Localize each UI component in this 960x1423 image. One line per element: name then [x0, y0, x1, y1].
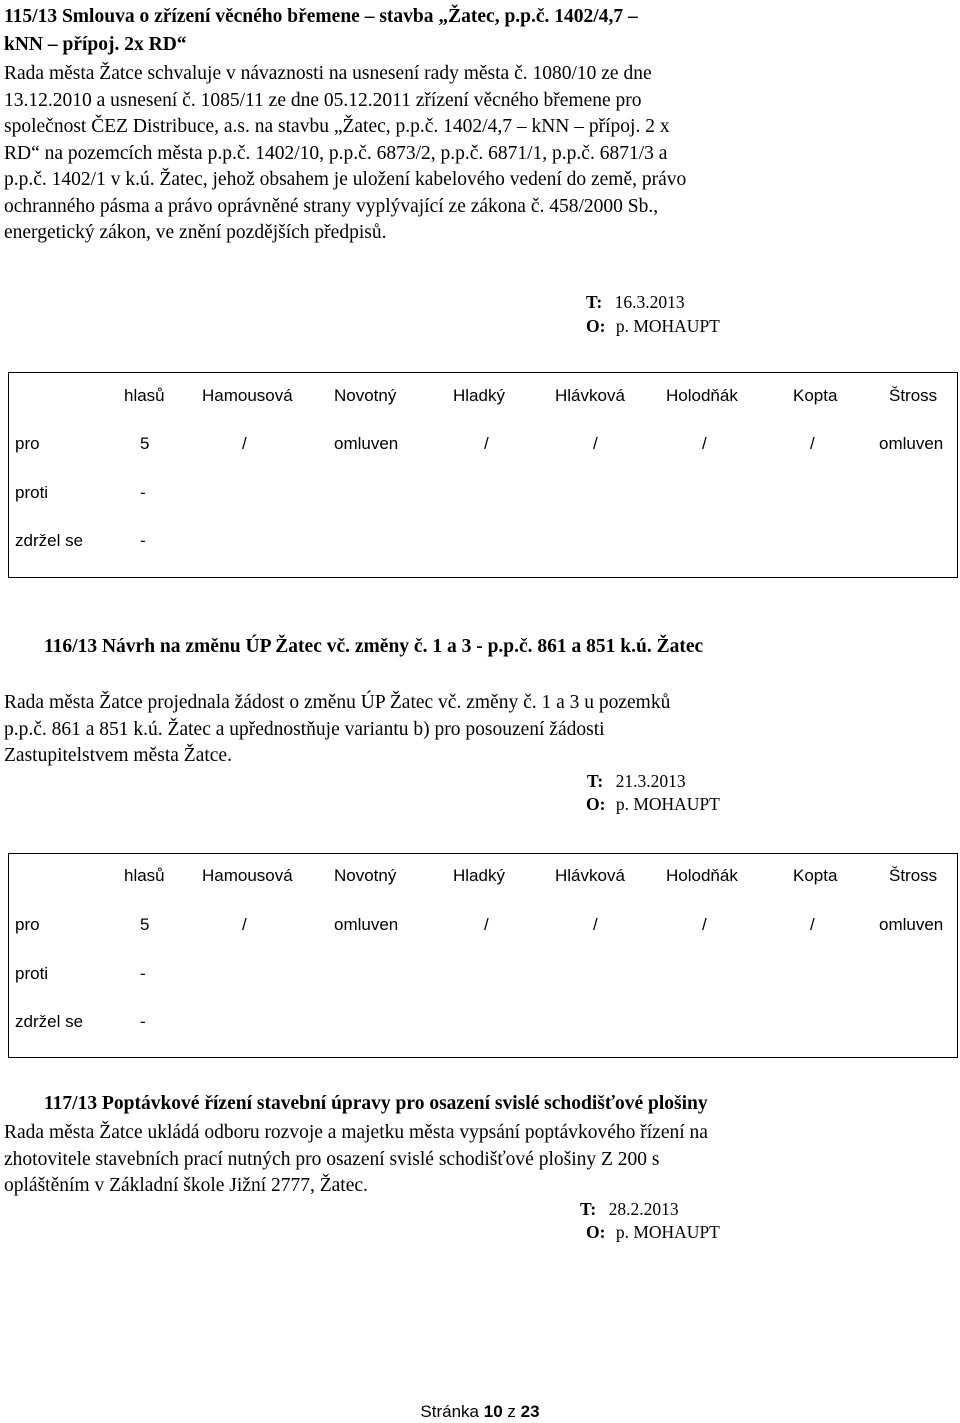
deadline-label: T:	[580, 1199, 597, 1219]
page-footer	[0, 1402, 960, 1422]
vote-cell: /	[484, 915, 489, 934]
vote-header-cell: hlasů	[124, 866, 165, 885]
body-line: opláštěním v Základní škole Jižní 2777, Žatec.	[4, 1175, 368, 1196]
body-line: p.p.č. 1402/1 v k.ú. Žatec, jehož obsahem je uložení kabelového vedení do země, právo	[4, 169, 687, 190]
vote-header-cell: Kopta	[793, 386, 838, 405]
vote-cell: pro	[15, 915, 40, 934]
body-line: Rada města Žatce schvaluje v návaznosti na usnesení rady města č. 1080/10 ze dne	[4, 63, 652, 84]
vote-header-cell: Holodňák	[666, 386, 738, 405]
resolution-heading: 116/13 Návrh na změnu ÚP Žatec vč. změny č. 1 a 3 - p.p.č. 861 a 851 k.ú. Žatec	[44, 636, 704, 657]
responsible-value: p. MOHAUPT	[615, 794, 720, 814]
vote-header-cell: Novotný	[334, 386, 397, 405]
resolution-body	[4, 690, 954, 770]
responsible-value: p. MOHAUPT	[615, 1222, 720, 1242]
responsible	[586, 794, 720, 815]
body-line: energetický zákon, ve znění pozdějších předpisů.	[4, 222, 387, 243]
vote-cell: /	[702, 434, 707, 453]
vote-cell: proti	[15, 964, 49, 983]
body-line: zhotovitele stavebních prací nutných pro osazení svislé schodišťové plošiny Z 200 s	[4, 1148, 660, 1170]
body-line: Rada města Žatce projednala žádost o změnu ÚP Žatec vč. změny č. 1 a 3 u pozemků	[4, 692, 671, 713]
resolution-heading-cont: kNN – přípoj. 2x RD“	[4, 34, 187, 55]
deadline-label: T:	[587, 771, 604, 791]
deadline	[586, 292, 685, 313]
body-line: Rada města Žatce ukládá odboru rozvoje a majetku města vypsání poptávkového řízení na	[4, 1122, 708, 1143]
vote-cell: /	[593, 434, 598, 453]
body-line: RD“ na pozemcích města p.p.č. 1402/10, p.p.č. 6873/2, p.p.č. 6871/1, p.p.č. 6871/3 a	[4, 142, 668, 164]
vote-cell: pro	[15, 434, 40, 453]
resolution-heading: 117/13 Poptávkové řízení stavební úpravy pro osazení svislé schodišťové plošiny	[44, 1093, 708, 1114]
responsible-label: O:	[586, 1222, 606, 1242]
vote-header-cell: Štross	[889, 386, 938, 405]
vote-header-cell: Kopta	[793, 866, 838, 885]
vote-header-cell: Hamousová	[202, 386, 293, 405]
vote-cell: 5	[140, 434, 150, 453]
vote-cell: /	[810, 434, 815, 453]
vote-cell: proti	[15, 483, 49, 502]
resolution-body	[4, 1120, 954, 1200]
vote-cell: omluven	[334, 915, 399, 934]
responsible-value: p. MOHAUPT	[615, 316, 720, 336]
vote-cell: omluven	[879, 434, 944, 453]
deadline-label: T:	[586, 292, 603, 312]
vote-header-cell: hlasů	[124, 386, 165, 405]
vote-cell: -	[140, 531, 146, 550]
vote-cell: 5	[140, 915, 150, 934]
page-footer-of: z	[507, 1402, 516, 1421]
responsible	[586, 1222, 720, 1243]
vote-cell: omluven	[879, 915, 944, 934]
deadline-value: 21.3.2013	[615, 771, 686, 791]
body-line: ochranného pásma a právo oprávněné strany vyplývající ze zákona č. 458/2000 Sb.,	[4, 195, 659, 217]
vote-cell: /	[242, 915, 247, 934]
vote-cell: /	[593, 915, 598, 934]
body-line: p.p.č. 861 a 851 k.ú. Žatec a upřednostňuje variantu b) pro posouzení žádosti	[4, 718, 605, 740]
vote-cell: /	[702, 915, 707, 934]
vote-table	[8, 372, 958, 578]
vote-header-cell: Hlávková	[555, 386, 625, 405]
page-total: 23	[520, 1402, 540, 1421]
body-line: 13.12.2010 a usnesení č. 1085/11 ze dne 05.12.2011 zřízení věcného břemene pro	[4, 89, 642, 111]
vote-cell: zdržel se	[15, 531, 84, 550]
vote-cell: -	[140, 964, 146, 983]
vote-header-cell: Hlávková	[555, 866, 625, 885]
vote-header-cell: Hladký	[453, 866, 505, 885]
vote-header-cell: Hamousová	[202, 866, 293, 885]
vote-table	[8, 853, 958, 1058]
responsible-label: O:	[586, 316, 606, 336]
page-footer-prefix: Stránka	[420, 1402, 480, 1421]
vote-header-cell: Hladký	[453, 386, 505, 405]
vote-cell: /	[810, 915, 815, 934]
page-number: 10	[483, 1402, 503, 1421]
responsible	[586, 316, 720, 337]
body-line: společnost ČEZ Distribuce, a.s. na stavbu „Žatec, p.p.č. 1402/4,7 – kNN – přípoj. 2 x	[4, 116, 670, 137]
deadline	[587, 771, 686, 792]
vote-cell: zdržel se	[15, 1012, 84, 1031]
vote-cell: /	[242, 434, 247, 453]
resolution-body	[4, 61, 954, 247]
body-line: Zastupitelstvem města Žatce.	[4, 745, 232, 766]
vote-cell: omluven	[334, 434, 399, 453]
vote-header-cell: Novotný	[334, 866, 397, 885]
vote-cell: -	[140, 483, 146, 502]
deadline-value: 16.3.2013	[614, 292, 685, 312]
vote-cell: -	[140, 1012, 146, 1031]
vote-cell: /	[484, 434, 489, 453]
deadline-value: 28.2.2013	[608, 1199, 679, 1219]
responsible-label: O:	[586, 794, 606, 814]
vote-header-cell: Štross	[889, 866, 938, 885]
deadline	[580, 1199, 679, 1220]
resolution-heading: 115/13 Smlouva o zřízení věcného břemene – stavba „Žatec, p.p.č. 1402/4,7 –	[4, 6, 638, 27]
vote-header-cell: Holodňák	[666, 866, 738, 885]
